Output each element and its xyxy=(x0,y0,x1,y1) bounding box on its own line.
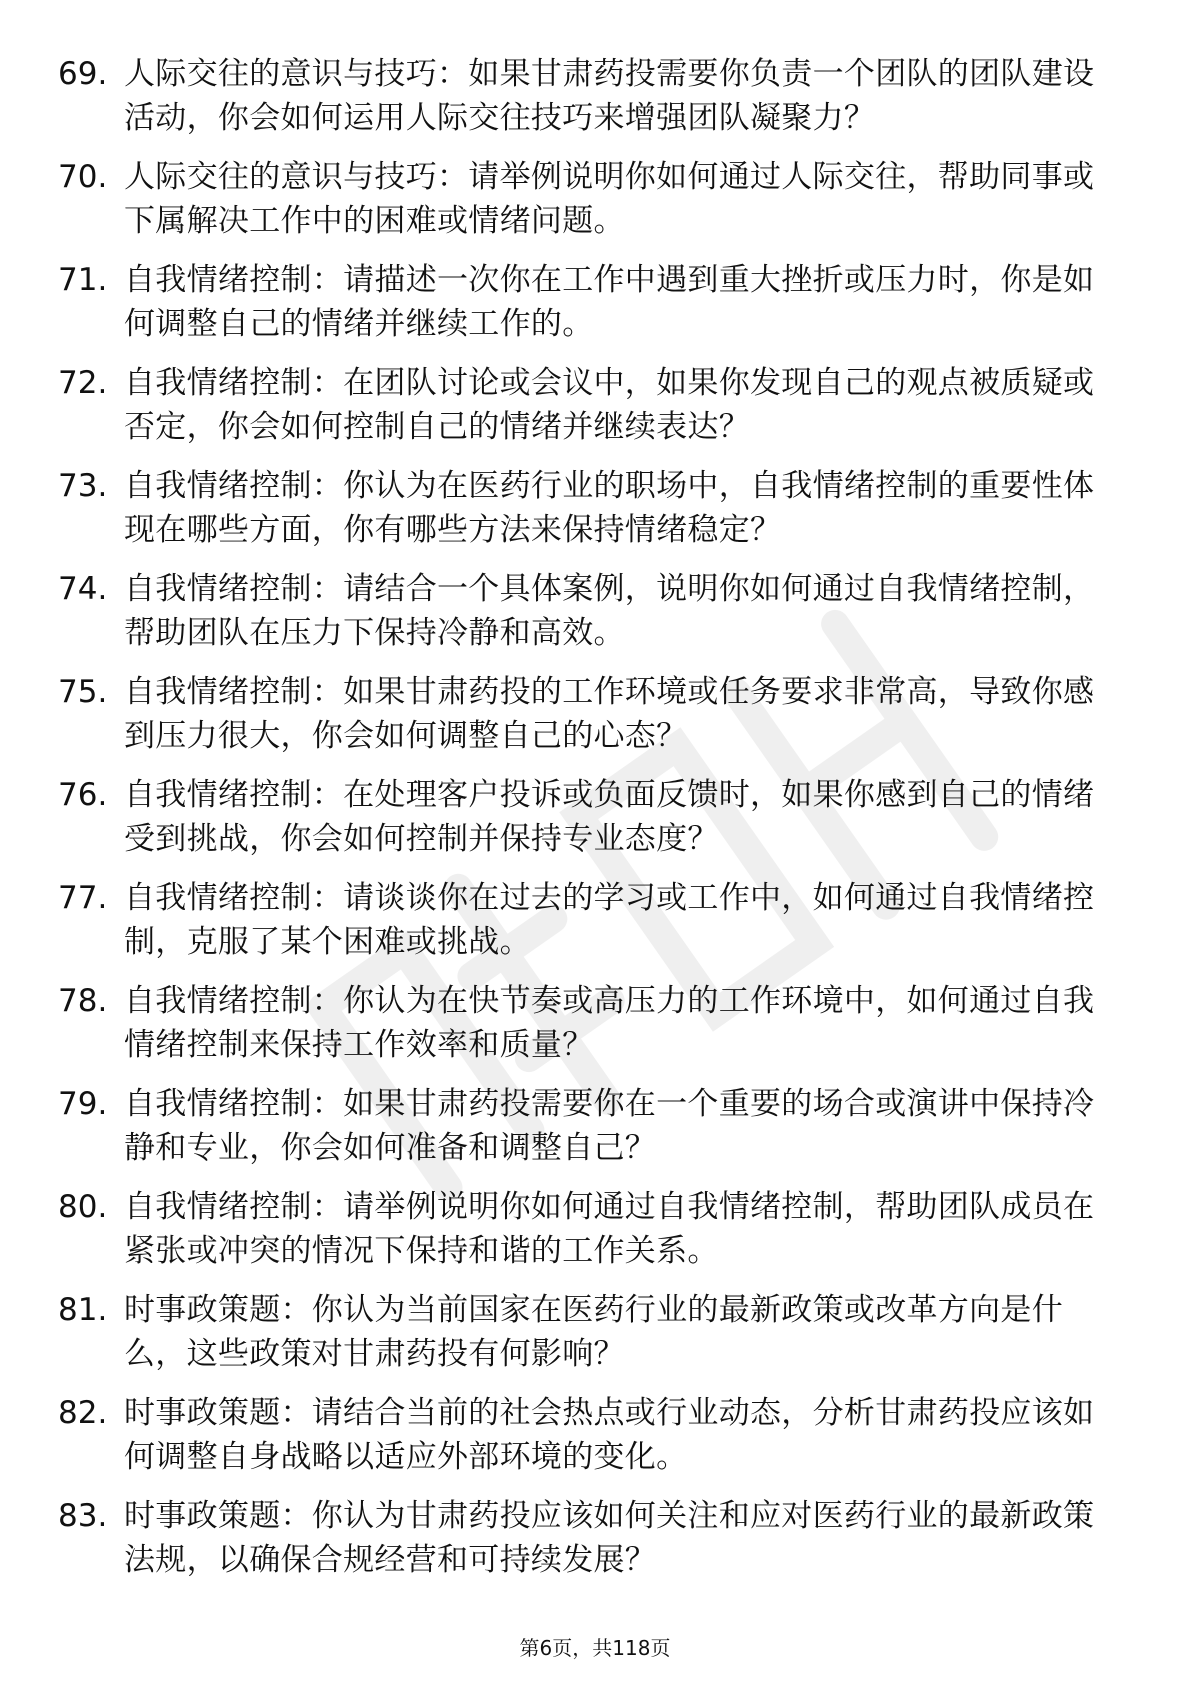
question-text: 自我情绪控制：请结合一个具体案例，说明你如何通过自我情绪控制，帮助团队在压力下保持冷静和高效。 xyxy=(124,571,1095,651)
question-item xyxy=(0,1185,1190,1288)
question-number: 74. xyxy=(58,571,108,607)
question-text: 时事政策题：请结合当前的社会热点或行业动态，分析甘肃药投应该如何调整自身战略以适应外部环境的变化。 xyxy=(124,1395,1095,1475)
question-text: 自我情绪控制：在处理客户投诉或负面反馈时，如果你感到自己的情绪受到挑战，你会如何控制并保持专业态度？ xyxy=(124,777,1095,857)
question-text: 自我情绪控制：请谈谈你在过去的学习或工作中，如何通过自我情绪控制，克服了某个困难或挑战。 xyxy=(124,880,1095,960)
question-item xyxy=(0,155,1190,258)
question-number: 70. xyxy=(58,159,108,195)
question-number: 78. xyxy=(58,983,108,1019)
question-item xyxy=(0,670,1190,773)
question-number: 71. xyxy=(58,262,108,298)
question-number: 80. xyxy=(58,1189,108,1225)
question-list xyxy=(0,52,1190,1597)
question-number: 76. xyxy=(58,777,108,813)
question-number: 82. xyxy=(58,1395,108,1431)
question-text: 自我情绪控制：在团队讨论或会议中，如果你发现自己的观点被质疑或否定，你会如何控制自己的情绪并继续表达？ xyxy=(124,365,1095,445)
question-item xyxy=(0,361,1190,464)
question-number: 83. xyxy=(58,1498,108,1534)
question-item xyxy=(0,1288,1190,1391)
question-number: 77. xyxy=(58,880,108,916)
question-text: 人际交往的意识与技巧：请举例说明你如何通过人际交往，帮助同事或下属解决工作中的困难或情绪问题。 xyxy=(124,159,1095,239)
question-item xyxy=(0,1391,1190,1494)
question-text: 自我情绪控制：请描述一次你在工作中遇到重大挫折或压力时，你是如何调整自己的情绪并继续工作的。 xyxy=(124,262,1095,342)
question-number: 81. xyxy=(58,1292,108,1328)
question-number: 73. xyxy=(58,468,108,504)
question-item xyxy=(0,1494,1190,1597)
question-item xyxy=(0,979,1190,1082)
question-text: 自我情绪控制：如果甘肃药投需要你在一个重要的场合或演讲中保持冷静和专业，你会如何准备和调整自己？ xyxy=(124,1086,1095,1166)
question-item xyxy=(0,876,1190,979)
question-number: 75. xyxy=(58,674,108,710)
question-text: 自我情绪控制：请举例说明你如何通过自我情绪控制，帮助团队成员在紧张或冲突的情况下保持和谐的工作关系。 xyxy=(124,1189,1095,1269)
question-item xyxy=(0,1082,1190,1185)
question-text: 自我情绪控制：你认为在医药行业的职场中，自我情绪控制的重要性体现在哪些方面，你有哪些方法来保持情绪稳定？ xyxy=(124,468,1095,548)
question-item xyxy=(0,773,1190,876)
question-item xyxy=(0,567,1190,670)
question-number: 79. xyxy=(58,1086,108,1122)
question-item xyxy=(0,464,1190,567)
question-item xyxy=(0,258,1190,361)
question-text: 时事政策题：你认为当前国家在医药行业的最新政策或改革方向是什么，这些政策对甘肃药投有何影响？ xyxy=(124,1292,1063,1372)
question-number: 72. xyxy=(58,365,108,401)
question-text: 人际交往的意识与技巧：如果甘肃药投需要你负责一个团队的团队建设活动，你会如何运用人际交往技巧来增强团队凝聚力？ xyxy=(124,56,1095,136)
question-text: 时事政策题：你认为甘肃药投应该如何关注和应对医药行业的最新政策法规，以确保合规经营和可持续发展？ xyxy=(124,1498,1095,1578)
page-footer: 第6页，共118页 xyxy=(519,1636,671,1660)
question-text: 自我情绪控制：如果甘肃药投的工作环境或任务要求非常高，导致你感到压力很大，你会如何调整自己的心态？ xyxy=(124,674,1095,754)
question-number: 69. xyxy=(58,56,108,92)
question-text: 自我情绪控制：你认为在快节奏或高压力的工作环境中，如何通过自我情绪控制来保持工作效率和质量？ xyxy=(124,983,1095,1063)
question-item xyxy=(0,52,1190,155)
